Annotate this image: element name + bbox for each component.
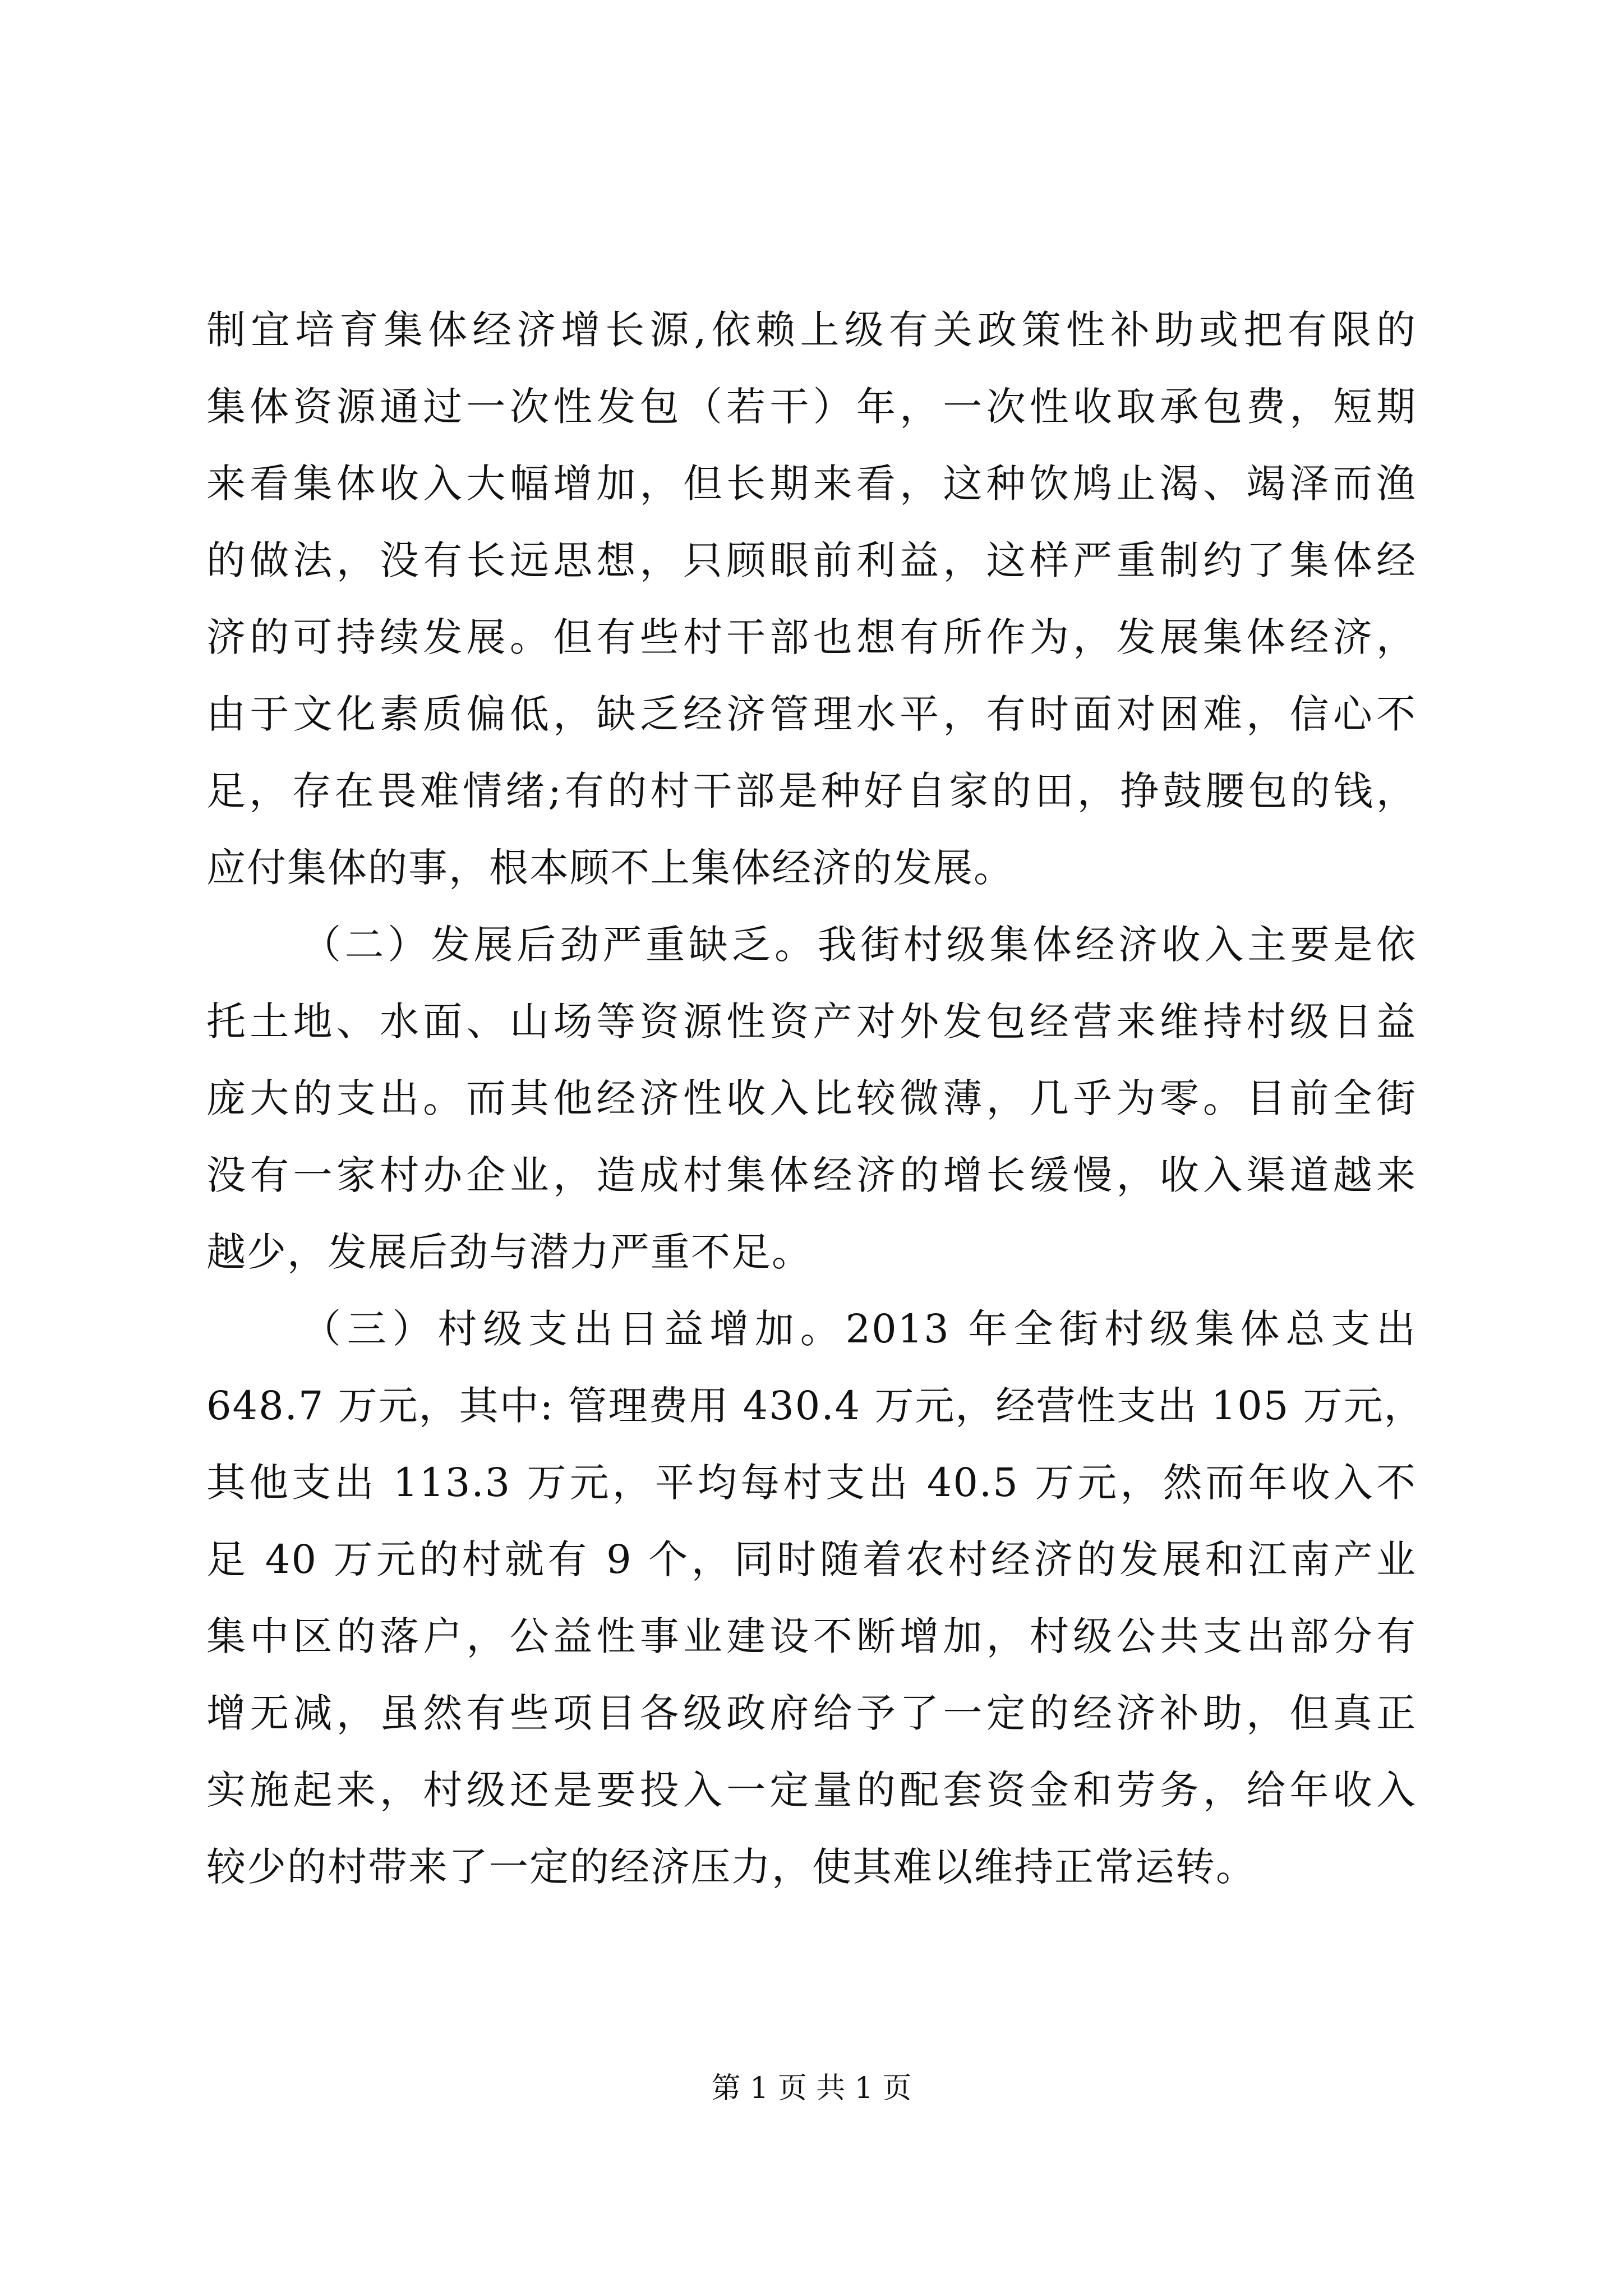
paragraph-3-line-4: 足 40 万元的村就有 9 个，同时随着农村经济的发展和江南产业 [206,1536,1417,1582]
paragraph-1-line-3: 来看集体收入大幅增加，但长期来看，这种饮鸠止渴、竭泽而渔 [206,461,1417,507]
paragraph-2-line-1: （二）发展后劲严重缺乏。我街村级集体经济收入主要是依 [302,922,1417,968]
paragraph-1-line-8: 应付集体的事，根本顾不上集体经济的发展。 [206,845,1014,891]
paragraph-1-line-1: 制宜培育集体经济增长源,依赖上级有关政策性补助或把有限的 [206,307,1417,353]
paragraph-1-line-4: 的做法，没有长远思想，只顾眼前利益，这样严重制约了集体经 [206,537,1417,583]
paragraph-1-line-6: 由于文化素质偏低，缺乏经济管理水平，有时面对困难，信心不 [206,691,1417,737]
paragraph-2-line-4: 没有一家村办企业，造成村集体经济的增长缓慢，收入渠道越来 [206,1152,1417,1198]
paragraph-3-line-1: （三）村级支出日益增加。2013 年全街村级集体总支出 [302,1306,1417,1352]
paragraph-3-line-5: 集中区的落户，公益性事业建设不断增加，村级公共支出部分有 [206,1613,1417,1659]
paragraph-1-line-5: 济的可持续发展。但有些村干部也想有所作为，发展集体经济， [206,614,1417,660]
paragraph-1-line-2: 集体资源通过一次性发包（若干）年，一次性收取承包费，短期 [206,384,1417,430]
paragraph-3-line-8: 较少的村带来了一定的经济压力，使其难以维持正常运转。 [206,1844,1256,1890]
paragraph-2-line-2: 托土地、水面、山场等资源性资产对外发包经营来维持村级日益 [206,999,1417,1045]
paragraph-2-line-3: 庞大的支出。而其他经济性收入比较微薄，几乎为零。目前全街 [206,1075,1417,1121]
paragraph-2-line-5: 越少，发展后劲与潜力严重不足。 [206,1229,812,1275]
paragraph-3-line-3: 其他支出 113.3 万元，平均每村支出 40.5 万元，然而年收入不 [206,1460,1417,1506]
document-body [206,292,1424,1906]
paragraph-3-line-6: 增无减，虽然有些项目各级政府给予了一定的经济补助，但真正 [206,1690,1417,1736]
paragraph-1-line-7: 足，存在畏难情绪;有的村干部是种好自家的田，挣鼓腰包的钱， [206,768,1417,814]
page-number-footer: 第 1 页 共 1 页 [711,2072,912,2105]
paragraph-3-line-7: 实施起来，村级还是要投入一定量的配套资金和劳务，给年收入 [206,1767,1417,1813]
paragraph-3-line-2: 648.7 万元，其中: 管理费用 430.4 万元，经营性支出 105 万元， [206,1383,1424,1429]
